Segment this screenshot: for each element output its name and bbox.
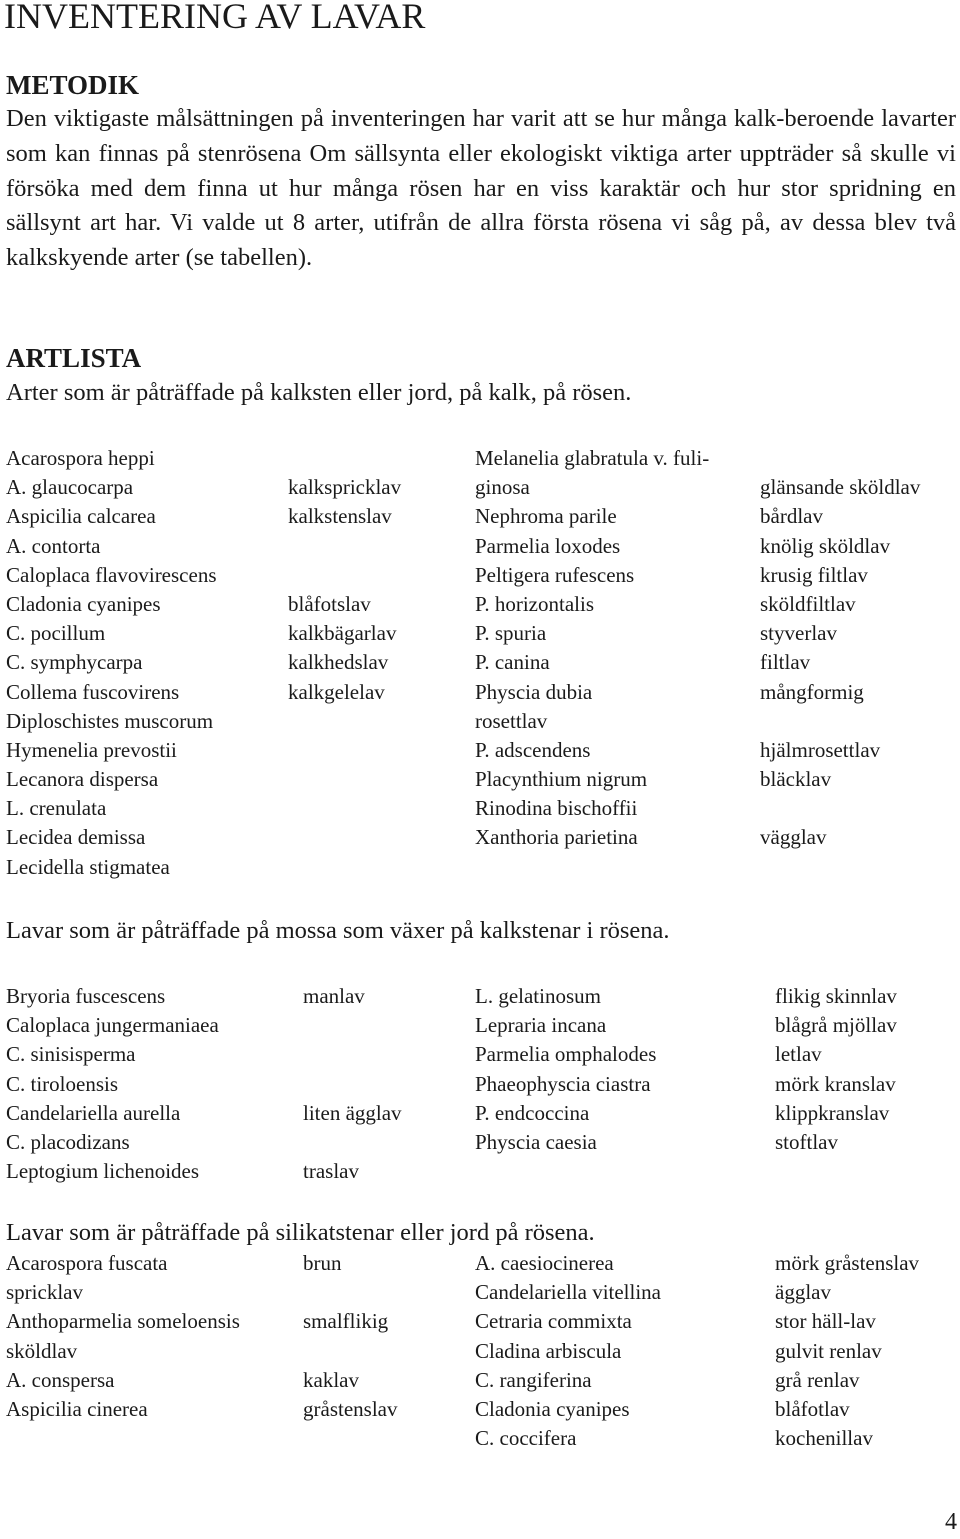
common-name-cell: kochenillav [775,1426,873,1451]
table-row [0,1099,960,1128]
species-name-cell: Anthoparmelia someloensis [6,1309,240,1334]
common-name-cell: kalkhedslav [288,650,389,675]
table-row [0,619,960,648]
species-name-cell: Cetraria commixta [475,1309,632,1334]
species-name-cell: Placynthium nigrum [475,767,648,792]
species-name-cell: Bryoria fuscescens [6,984,166,1008]
table-row [0,590,960,619]
common-name-cell: hjälmrosettlav [760,737,881,762]
species-name-cell: Parmelia omphalodes [475,1042,657,1067]
table-row [0,823,960,852]
species-name-cell: L. gelatinosum [475,984,601,1008]
common-name-cell: gulvit renlav [775,1338,882,1363]
common-name-cell: ägglav [775,1280,831,1305]
species-name-cell: Lecidea demissa [6,825,146,850]
species-name-cell: C. placodizans [6,1129,130,1154]
species-table-moss [0,982,960,1186]
species-name-cell: Candelariella vitellina [475,1280,662,1305]
common-name-cell: knölig sköldlav [760,533,891,558]
table-row [0,502,960,531]
common-name-cell: klippkranslav [775,1100,890,1125]
common-name-cell: styverlav [760,621,837,646]
species-name-cell: A. contorta [6,533,101,558]
species-name-cell: Caloplaca flavovirescens [6,562,217,587]
common-name-cell: letlav [775,1042,822,1067]
table-row [0,1249,960,1278]
species-table-silicate [0,1249,960,1453]
species-name-cell: Leptogium lichenoides [6,1159,200,1184]
table-row [0,444,960,473]
species-name-cell: A. conspersa [6,1367,115,1392]
table-row [0,1337,960,1366]
species-name-cell: Cladonia cyanipes [475,1396,630,1421]
species-name-cell: Peltigera rufescens [475,562,635,587]
table-row [0,532,960,561]
species-name-cell: Lepraria incana [475,1013,607,1038]
species-name-cell: Aspicilia calcarea [6,504,156,529]
common-name-cell: krusig filtlav [760,562,868,587]
common-name-cell: vägglav [760,825,827,850]
common-name-cell: gråstenslav [303,1396,398,1421]
species-name-cell: Candelariella aurella [6,1100,181,1125]
species-name-cell: L. crenulata [6,796,107,821]
common-name-cell: manlav [303,984,365,1008]
table-row [0,853,960,882]
table-row [0,1040,960,1069]
table-row [0,648,960,677]
species-name-cell: sköldlav [6,1338,78,1363]
table-row [0,1307,960,1336]
species-name-cell: Diploschistes muscorum [6,708,214,733]
species-name-cell: Acarospora fuscata [6,1251,168,1275]
section-lead-limestone: Arter som är påträffade på kalksten eller jord, på kalk, på rösen. [6,379,632,406]
common-name-cell: bårdlav [760,504,823,529]
species-name-cell: Hymenelia prevostii [6,737,177,762]
common-name-cell: blågrå mjöllav [775,1013,897,1038]
species-name-cell: C. rangiferina [475,1367,592,1392]
species-name-cell: rosettlav [475,708,548,733]
table-row [0,1278,960,1307]
table-row [0,1157,960,1186]
species-name-cell: spricklav [6,1280,83,1305]
section-lead-silicate: Lavar som är påträffade på silikatstenar eller jord på rösena. [6,1219,595,1246]
table-row [0,794,960,823]
table-row [0,473,960,502]
species-name-cell: ginosa [475,475,530,500]
methodology-paragraph: Den viktigaste målsättningen på inventeringen har varit att se hur många kalk-beroende lavarter som kan finnas på stenrösena Om sällsynta eller ekologiskt viktiga arter uppträder så skulle vi försöka med dem finna ut hur många rösen har en viss karaktär och hur stor spridning en sällsynt art har. Vi valde ut 8 arter, utifrån de allra första rösena vi såg på, av dessa blev två kalkskyende arter (se tabellen). [6,105,956,272]
species-name-cell: Cladina arbiscula [475,1338,622,1363]
species-name-cell: C. sinisisperma [6,1042,136,1067]
section-lead-moss: Lavar som är påträffade på mossa som växer på kalkstenar i rösena. [6,917,670,944]
species-name-cell: Lecidella stigmatea [6,854,170,879]
table-row [0,1070,960,1099]
species-name-cell: Aspicilia cinerea [6,1396,148,1421]
species-name-cell: Physcia dubia [475,679,593,704]
species-table-limestone [0,444,960,882]
common-name-cell: mångformig [760,679,864,704]
common-name-cell: kaklav [303,1367,359,1392]
page-title: INVENTERING AV LAVAR [4,0,426,36]
common-name-cell: bläcklav [760,767,832,792]
common-name-cell: mörk gråstenslav [775,1251,920,1275]
common-name-cell: blåfotlav [775,1396,850,1421]
species-name-cell: Xanthoria parietina [475,825,638,850]
table-row [0,1395,960,1424]
common-name-cell: kalkgelelav [288,679,385,704]
species-name-cell: C. symphycarpa [6,650,143,675]
species-name-cell: A. glaucocarpa [6,475,134,500]
table-row [0,736,960,765]
common-name-cell: kalkbägarlav [288,621,397,646]
species-name-cell: A. caesiocinerea [475,1251,614,1275]
table-row [0,707,960,736]
common-name-cell: traslav [303,1159,359,1184]
common-name-cell: glänsande sköldlav [760,475,921,500]
species-name-cell: Phaeophyscia ciastra [475,1071,651,1096]
table-row [0,1128,960,1157]
common-name-cell: filtlav [760,650,811,675]
common-name-cell: brun [303,1251,342,1275]
common-name-cell: grå renlav [775,1367,860,1392]
common-name-cell: flikig skinnlav [775,984,897,1008]
common-name-cell: sköldfiltlav [760,591,856,616]
species-name-cell: Parmelia loxodes [475,533,621,558]
table-row [0,982,960,1011]
species-name-cell: Acarospora heppi [6,446,155,470]
common-name-cell: kalkstenslav [288,504,392,529]
species-name-cell: P. spuria [475,621,547,646]
table-row [0,1366,960,1395]
page-number: 4 [945,1509,957,1535]
common-name-cell: stor häll-lav [775,1309,876,1334]
species-name-cell: P. canina [475,650,550,675]
common-name-cell: stoftlav [775,1129,838,1154]
table-row [0,765,960,794]
table-row [0,1424,960,1453]
common-name-cell: mörk kranslav [775,1071,896,1096]
common-name-cell: kalkspricklav [288,475,402,500]
species-name-cell: P. endcoccina [475,1100,590,1125]
common-name-cell: smalflikig [303,1309,389,1334]
species-name-cell: C. coccifera [475,1426,577,1451]
species-list-heading: ARTLISTA [6,343,142,373]
species-name-cell: Collema fuscovirens [6,679,180,704]
table-row [0,678,960,707]
species-name-cell: C. pocillum [6,621,106,646]
species-name-cell: Rinodina bischoffii [475,796,638,821]
species-name-cell: Cladonia cyanipes [6,591,161,616]
species-name-cell: C. tiroloensis [6,1071,119,1096]
table-row [0,1011,960,1040]
species-name-cell: Melanelia glabratula v. fuli- [475,446,710,470]
species-name-cell: Physcia caesia [475,1129,597,1154]
species-name-cell: P. adscendens [475,737,591,762]
species-name-cell: Caloplaca jungermaniaea [6,1013,219,1038]
common-name-cell: blåfotslav [288,591,371,616]
species-name-cell: Nephroma parile [475,504,617,529]
species-name-cell: P. horizontalis [475,591,594,616]
common-name-cell: liten ägglav [303,1100,402,1125]
species-name-cell: Lecanora dispersa [6,767,159,792]
table-row [0,561,960,590]
methodology-heading: METODIK [6,70,140,100]
